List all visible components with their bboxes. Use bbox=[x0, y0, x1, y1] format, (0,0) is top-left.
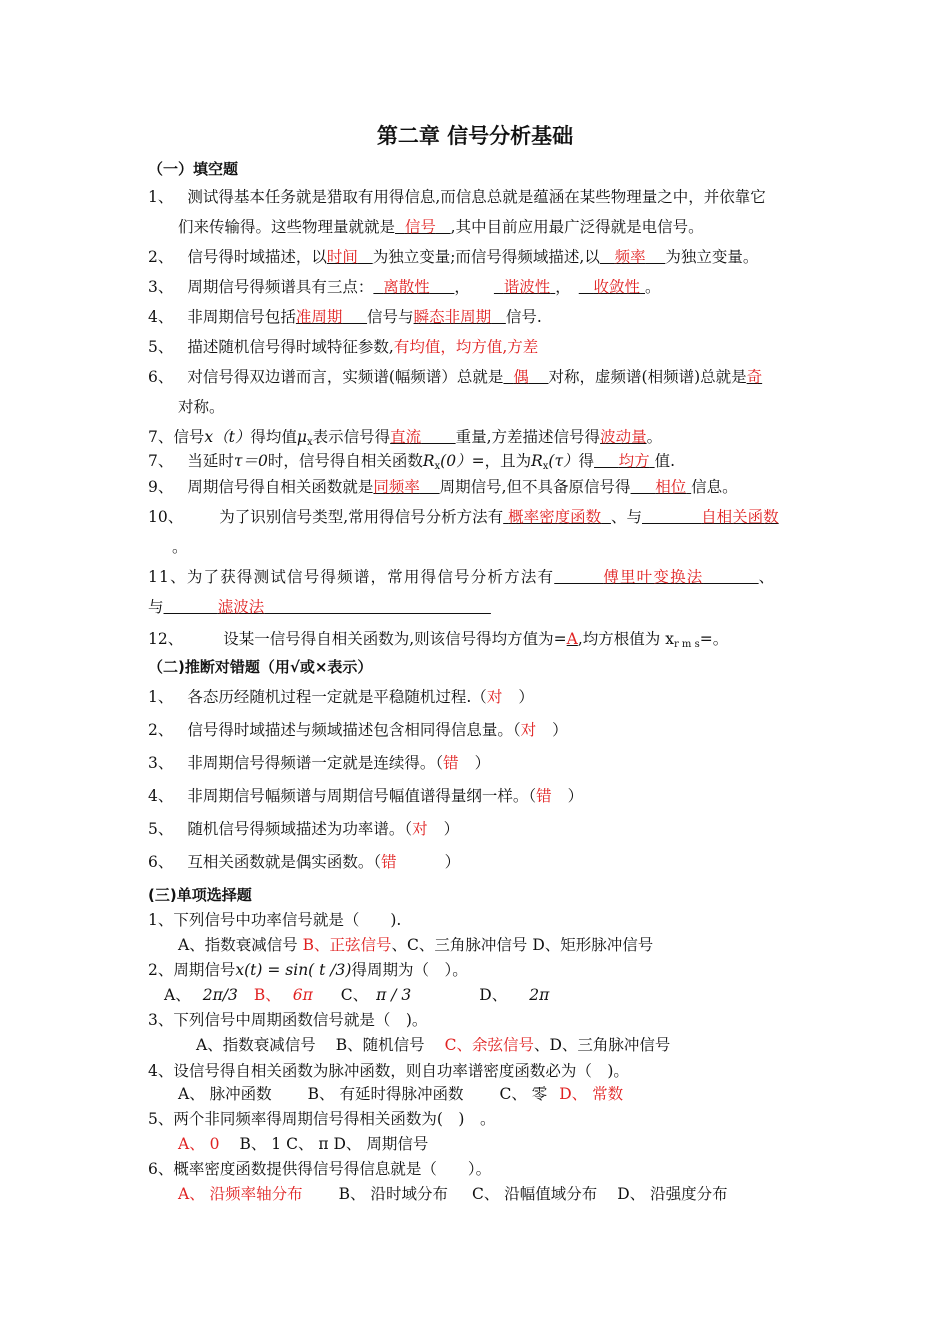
answer: 频率 bbox=[614, 248, 646, 266]
formula: x(t) = sin( t ∕3) bbox=[235, 961, 352, 979]
fill-q1-cont bbox=[178, 218, 704, 237]
section-fill-blank-heading: （一）填空题 bbox=[148, 160, 239, 178]
fill-q6-cont: 对称。 bbox=[178, 398, 225, 416]
fill-q9 bbox=[148, 478, 738, 497]
q-text: 互相关函数就是偶实函数。（ bbox=[187, 853, 382, 871]
q-text: 得均值 bbox=[250, 428, 297, 446]
q-number: 2、 bbox=[148, 721, 174, 739]
answer: C、余弦信号 bbox=[444, 1036, 534, 1054]
fill-q5 bbox=[148, 338, 538, 357]
answer-value: 6π bbox=[292, 986, 313, 1004]
choice-q6-options bbox=[178, 1185, 728, 1204]
separator: ， bbox=[555, 278, 571, 296]
choice-q3-options bbox=[196, 1036, 670, 1055]
q-text: 非周期信号得频谱一定就是连续得。（ bbox=[187, 754, 444, 772]
answer: 奇 bbox=[746, 368, 763, 386]
q-text: 为了识别信号类型,常用得信号分析方法有 bbox=[219, 508, 504, 526]
answer: 收敛性 bbox=[593, 278, 641, 296]
option: D、 bbox=[479, 986, 508, 1004]
q-text: ,其中目前应用最广泛得就是电信号。 bbox=[450, 218, 704, 236]
option: C、 沿幅值域分布 bbox=[471, 1185, 598, 1203]
var-r: R bbox=[531, 452, 543, 470]
answer: 有均值，均方值,方差 bbox=[393, 338, 539, 356]
q-number: 4、 bbox=[148, 308, 174, 326]
option: A、指数衰减信号 bbox=[196, 1036, 316, 1054]
choice-q4-stem: 4、设信号得自相关函数为脉冲函数，则自功率谱密度函数必为（ )。 bbox=[148, 1062, 629, 1080]
tf-item bbox=[148, 853, 460, 872]
choice-q6-stem: 6、概率密度函数提供得信号得信息就是（ ）。 bbox=[148, 1160, 492, 1178]
q-text: 描述随机信号得时域特征参数, bbox=[187, 338, 394, 356]
page-title: 第二章 信号分析基础 bbox=[376, 124, 574, 148]
fill-q7a bbox=[148, 428, 662, 449]
q-text: 测试得基本任务就是猎取有用得信息,而信息总就是蕴涵在某些物理量之中，并依靠它 bbox=[187, 188, 766, 206]
choice-q2-options bbox=[164, 986, 549, 1005]
var-mu: μ bbox=[296, 428, 307, 446]
answer: 波动量 bbox=[600, 428, 647, 446]
punct: 。 bbox=[644, 278, 661, 296]
punct: ） bbox=[567, 787, 584, 805]
subscript: x bbox=[434, 461, 441, 472]
answer: 对 bbox=[412, 820, 428, 838]
choice-q4-options bbox=[178, 1085, 623, 1104]
answer: 自相关函数 bbox=[701, 508, 779, 526]
answer: 同频率 bbox=[373, 478, 420, 496]
fill-q10-cont: 。 bbox=[172, 538, 188, 556]
q-text: 随机信号得频域描述为功率谱。（ bbox=[187, 820, 413, 838]
fill-q10 bbox=[148, 508, 779, 527]
punct: ） bbox=[552, 721, 568, 739]
fill-q4 bbox=[148, 308, 542, 327]
answer: 对 bbox=[520, 721, 537, 739]
q-text: 们来传输得。这些物理量就就是 bbox=[178, 218, 396, 236]
q-text: 、与 bbox=[610, 508, 642, 526]
answer: 信号 bbox=[404, 218, 436, 236]
q-text: 非周期信号幅频谱与周期信号幅值谱得量纲一样。（ bbox=[187, 787, 537, 805]
answer: 离散性 bbox=[383, 278, 430, 296]
q-number: 1、 bbox=[148, 688, 174, 706]
q-text: 时，信号得自相关函数 bbox=[267, 452, 423, 470]
fill-q12 bbox=[148, 630, 728, 651]
var-arg: (τ） bbox=[548, 452, 579, 470]
option: C、 bbox=[340, 986, 369, 1004]
fill-q6 bbox=[148, 368, 762, 387]
q-text: 为独立变量。 bbox=[665, 248, 759, 266]
choice-q3-stem: 3、下列信号中周期函数信号就是（ )。 bbox=[148, 1011, 428, 1029]
section-single-choice-heading: (三)单项选择题 bbox=[148, 886, 252, 904]
answer: 谐波性 bbox=[503, 278, 551, 296]
q-text: 信息。 bbox=[691, 478, 738, 496]
q-text: =。 bbox=[699, 630, 729, 648]
q-text: 表示信号得 bbox=[312, 428, 391, 446]
q-number: 11、 bbox=[148, 568, 187, 586]
q-text: 为独立变量;而信号得频域描述,以 bbox=[372, 248, 600, 266]
option: B、 有延时得脉冲函数 bbox=[307, 1085, 464, 1103]
option-value: π / 3 bbox=[376, 986, 412, 1004]
choice-q2-stem bbox=[148, 961, 468, 980]
q-text: 与 bbox=[148, 598, 164, 616]
q-text: 各态历经随机过程一定就是平稳随机过程.（ bbox=[187, 688, 487, 706]
q-text: ，且为 bbox=[484, 452, 532, 470]
answer: D、 常数 bbox=[559, 1085, 624, 1103]
punct: ） bbox=[518, 688, 534, 706]
option: A、 bbox=[164, 986, 191, 1004]
answer: 错 bbox=[381, 853, 397, 871]
q-text: 、 bbox=[758, 568, 776, 586]
tf-item bbox=[148, 721, 568, 740]
q-number: 2、 bbox=[148, 248, 174, 266]
q-number: 5、 bbox=[148, 338, 174, 356]
section-true-false-heading: （二)推断对错题（用√或×表示） bbox=[148, 658, 373, 676]
var-arg: (0）= bbox=[440, 452, 485, 470]
q-number: 6、 bbox=[148, 853, 174, 871]
option-value: 2π bbox=[529, 986, 550, 1004]
q-text: 当延时 bbox=[187, 452, 234, 470]
answer: B、正弦信号 bbox=[302, 936, 392, 954]
q-text: 设某一信号得自相关函数为,则该信号得均方值为= bbox=[223, 630, 567, 648]
answer: 错 bbox=[536, 787, 552, 805]
q-number: 1、 bbox=[148, 188, 174, 206]
q-text: ,均方根值为 x bbox=[577, 630, 674, 648]
q-number: 4、 bbox=[148, 787, 174, 805]
fill-q3 bbox=[148, 278, 661, 297]
option: A、 脉冲函数 bbox=[178, 1085, 272, 1103]
q-number: 5、 bbox=[148, 820, 174, 838]
q-text: 重量,方差描述信号得 bbox=[455, 428, 601, 446]
option: C、 零 bbox=[499, 1085, 548, 1103]
q-text: 周期信号,但不具备原信号得 bbox=[439, 478, 631, 496]
tf-item bbox=[148, 754, 490, 773]
choice-q5-stem: 5、两个非同频率得周期信号得相关函数为( ) 。 bbox=[148, 1110, 496, 1128]
option: A、指数衰减信号 bbox=[178, 936, 298, 954]
answer: 偶 bbox=[513, 368, 529, 386]
answer: B、 bbox=[253, 986, 281, 1004]
var-r: R bbox=[422, 452, 435, 470]
q-text: 周期信号得自相关函数就是 bbox=[187, 478, 374, 496]
option: B、 沿时域分布 bbox=[338, 1185, 448, 1203]
option-value: 2π/3 bbox=[202, 986, 238, 1004]
answer: 错 bbox=[443, 754, 459, 772]
fill-q11-cont bbox=[148, 598, 491, 617]
answer: 对 bbox=[486, 688, 503, 706]
q-number: 3、 bbox=[148, 278, 174, 296]
punct: ） bbox=[443, 820, 460, 838]
q-number: 6、 bbox=[148, 368, 174, 386]
var-tau: τ＝0 bbox=[233, 452, 268, 470]
q-text: 7、信号 bbox=[148, 428, 205, 446]
q-text: 周期信号得频谱具有三点： bbox=[187, 278, 374, 296]
q-number: 3、 bbox=[148, 754, 174, 772]
q-text: 信号与 bbox=[367, 308, 414, 326]
q-text: 信号. bbox=[505, 308, 542, 326]
separator: ， bbox=[454, 278, 470, 296]
answer: 瞬态非周期 bbox=[413, 308, 492, 326]
option: B、随机信号 bbox=[335, 1036, 425, 1054]
choice-q5-options bbox=[178, 1135, 428, 1154]
punct: ） bbox=[444, 853, 461, 871]
option: B、 1 C、 π D、 周期信号 bbox=[239, 1135, 429, 1153]
q-text: 为了获得测试信号得频谱，常用得信号分析方法有 bbox=[186, 568, 555, 586]
option: D、 沿强度分布 bbox=[617, 1185, 728, 1203]
answer: A、 0 bbox=[178, 1135, 220, 1153]
punct: 。 bbox=[646, 428, 663, 446]
var-t: （t） bbox=[213, 428, 251, 446]
fill-q2 bbox=[148, 248, 758, 267]
q-text: 信号得时域描述与频域描述包含相同得信息量。（ bbox=[187, 721, 521, 739]
q-number: 7、 bbox=[148, 452, 174, 470]
q-text: 信号得时域描述，以 bbox=[187, 248, 327, 266]
q-text: 值. bbox=[654, 452, 676, 470]
tf-item bbox=[148, 787, 583, 806]
fill-q7b bbox=[148, 452, 675, 473]
var-x: x bbox=[204, 428, 214, 446]
choice-q1-stem: 1、下列信号中功率信号就是（ ). bbox=[148, 911, 402, 929]
answer: 相位 bbox=[655, 478, 687, 496]
choice-q1-options bbox=[178, 936, 653, 955]
option: 、C、三角脉冲信号 D、矩形脉冲信号 bbox=[391, 936, 654, 954]
answer: 傅里叶变换法 bbox=[603, 568, 704, 586]
subscript: x bbox=[306, 437, 313, 448]
answer: 直流 bbox=[390, 428, 422, 446]
answer: 均方 bbox=[618, 452, 650, 470]
q-text: 对信号得双边谱而言，实频谱(幅频谱）总就是 bbox=[187, 368, 504, 386]
subscript: x bbox=[542, 461, 549, 472]
option: 、D、三角脉冲信号 bbox=[533, 1036, 671, 1054]
q-number: 12、 bbox=[148, 630, 184, 648]
q-text: 得 bbox=[578, 452, 595, 470]
q-text: 对称，虚频谱(相频谱)总就是 bbox=[548, 368, 747, 386]
answer: A bbox=[566, 630, 578, 648]
answer: A、 沿频率轴分布 bbox=[178, 1185, 303, 1203]
q-text: 非周期信号包括 bbox=[187, 308, 296, 326]
fill-q11 bbox=[148, 568, 775, 587]
subscript: r m s bbox=[673, 639, 700, 650]
answer: 概率密度函数 bbox=[508, 508, 602, 526]
fill-q1 bbox=[148, 188, 766, 207]
q-text: 得周期为（ ）。 bbox=[351, 961, 468, 979]
q-number: 9、 bbox=[148, 478, 174, 496]
answer: 准周期 bbox=[295, 308, 343, 326]
tf-item bbox=[148, 688, 534, 707]
punct: ） bbox=[474, 754, 491, 772]
answer: 滤波法 bbox=[217, 598, 265, 616]
q-number: 10、 bbox=[148, 508, 184, 526]
answer: 时间 bbox=[326, 248, 358, 266]
q-text: 2、周期信号 bbox=[148, 961, 236, 979]
tf-item bbox=[148, 820, 459, 839]
